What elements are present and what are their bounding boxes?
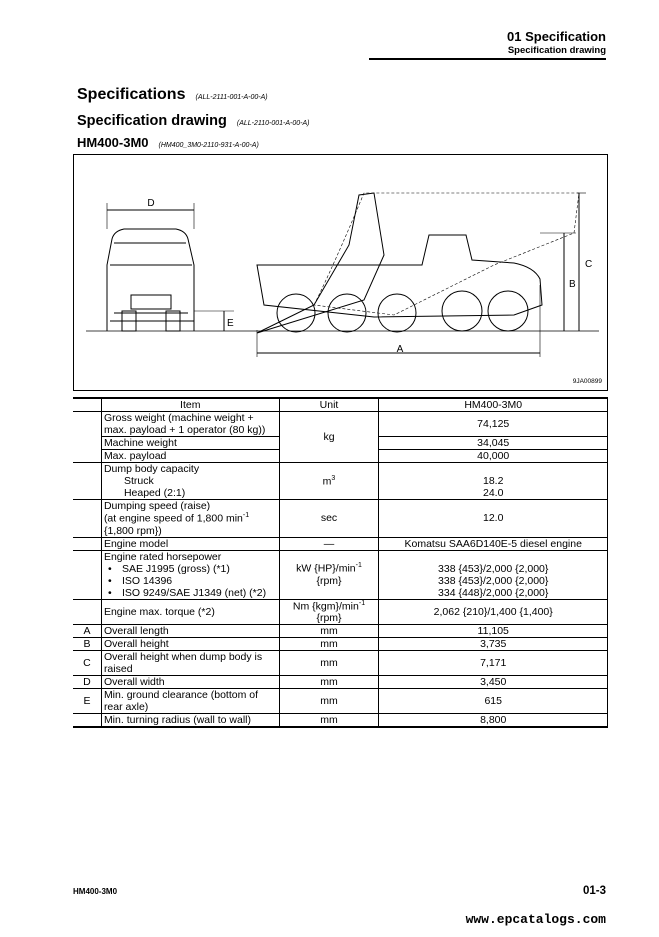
heading-spec-drawing	[77, 113, 310, 129]
row-label: Engine model	[101, 537, 279, 550]
front-view	[107, 203, 234, 331]
row-unit: Nm $\{kgm\}/\min^{-1}$ {rpm}	[279, 599, 379, 625]
row-label: Engine rated horsepower • SAE J1995 (gross) (*1) • ISO 14396 • ISO 9249/SAE J1349 (net) (*2)	[101, 550, 279, 599]
row-label: Engine max. torque (*2)	[101, 599, 279, 625]
row-label: Overall height when dump body is raised	[101, 651, 279, 676]
dimension-label-b: B	[569, 279, 576, 290]
heading-model	[77, 135, 259, 150]
heading-text: Specifications	[77, 86, 186, 103]
row-label: Overall height	[101, 638, 279, 651]
dimension-label-a: A	[396, 344, 404, 355]
table-row	[73, 500, 608, 538]
row-key: E	[73, 689, 101, 714]
header-unit: Unit	[279, 398, 379, 412]
row-label: Max. payload	[101, 450, 279, 463]
table-header-row	[73, 398, 608, 412]
row-value	[379, 463, 608, 500]
row-unit: kg	[279, 412, 379, 463]
footer-model: HM400-3M0	[73, 887, 118, 896]
row-label: Machine weight	[101, 437, 279, 450]
table-row	[73, 689, 608, 714]
row-label: Gross weight (machine weight + max. payload + 1 operator (80 kg))	[101, 412, 279, 437]
row-key: C	[73, 651, 101, 676]
header-title: 01 Specification	[507, 29, 606, 44]
struck-label: Struck	[123, 475, 154, 487]
heaped-value: 24.0	[483, 487, 504, 499]
header-subtitle: Specification drawing	[507, 45, 606, 56]
row-label	[101, 463, 279, 500]
row-value: 7,171	[379, 651, 608, 676]
row-unit: kW $\{HP\}/\min^{-1}$ {rpm}	[279, 550, 379, 599]
spec-drawing-figure	[73, 154, 608, 391]
header-model: HM400-3M0	[379, 398, 608, 412]
table-row	[73, 651, 608, 676]
row-unit: mm	[279, 638, 379, 651]
table-row	[73, 625, 608, 638]
row-value: 12.0	[379, 500, 608, 538]
dimension-label-e: E	[227, 318, 234, 329]
row-label: Overall width	[101, 676, 279, 689]
row-unit: mm	[279, 689, 379, 714]
table-row	[73, 714, 608, 728]
list-item: • ISO 9249/SAE J1349 (net) (*2)	[104, 587, 277, 599]
row-unit: mm	[279, 714, 379, 728]
row-label: Overall length	[101, 625, 279, 638]
list-item: • SAE J1995 (gross) (*1)	[104, 563, 277, 575]
table-row	[73, 599, 608, 625]
heading-code: (HM400_3M0-2110-931-A-00-A)	[158, 142, 259, 149]
row-label: Min. turning radius (wall to wall)	[101, 714, 279, 728]
row-key	[73, 714, 101, 728]
row-unit: $m^3$	[279, 463, 379, 500]
row-unit: mm	[279, 676, 379, 689]
row-value: 8,800	[379, 714, 608, 728]
table-row	[73, 676, 608, 689]
table-row	[73, 537, 608, 550]
figure-code: 9JA00899	[572, 378, 602, 385]
row-key: D	[73, 676, 101, 689]
row-value: 40,000	[379, 450, 608, 463]
list-item: • ISO 14396	[104, 575, 277, 587]
row-value: 74,125	[379, 412, 608, 437]
page-number: 01-3	[582, 885, 606, 897]
row-value: Komatsu SAA6D140E-5 diesel engine	[379, 537, 608, 550]
heaped-label: Heaped (2:1)	[123, 487, 186, 499]
header-item: Item	[101, 398, 279, 412]
row-unit: sec	[279, 500, 379, 538]
row-key: A	[73, 625, 101, 638]
row-key: B	[73, 638, 101, 651]
row-value: 34,045	[379, 437, 608, 450]
row-value: 3,450	[379, 676, 608, 689]
table-row	[73, 550, 608, 599]
row-value: 3,735	[379, 638, 608, 651]
table-row	[73, 463, 608, 500]
heading-text: Specification drawing	[77, 113, 227, 129]
row-value: 11,105	[379, 625, 608, 638]
heading-code: (ALL-2110-001-A-00-A)	[236, 120, 310, 127]
website-link[interactable]: www.epcatalogs.com	[465, 912, 606, 927]
dimension-label-c: C	[585, 259, 593, 270]
row-label: Min. ground clearance (bottom of rear axle)	[101, 689, 279, 714]
side-view	[257, 193, 586, 357]
dimension-label-d: D	[147, 198, 155, 209]
heading-code: (ALL-2111-001-A-00-A)	[195, 94, 268, 101]
row-value: 2,062 {210}/1,400 {1,400}	[379, 599, 608, 625]
dump-truck-drawing	[74, 155, 609, 392]
row-unit: —	[279, 537, 379, 550]
heading-specifications	[77, 86, 268, 104]
specification-table	[73, 397, 608, 728]
row-value: 615	[379, 689, 608, 714]
row-unit: mm	[279, 651, 379, 676]
table-row	[73, 412, 608, 437]
row-unit: mm	[279, 625, 379, 638]
row-label: Dumping speed (raise) (at engine speed of 1,800 $\min^{-1}$ {1,800 rpm})	[101, 500, 279, 538]
row-value: 338 {453}/2,000 {2,000} 338 {453}/2,000 {2,000} 334 {448}/2,000 {2,000}	[379, 550, 608, 599]
capacity-label: Dump body capacity	[103, 463, 200, 475]
struck-value: 18.2	[483, 475, 504, 487]
heading-text: HM400-3M0	[77, 135, 149, 150]
header-rule	[369, 58, 606, 60]
table-row	[73, 638, 608, 651]
